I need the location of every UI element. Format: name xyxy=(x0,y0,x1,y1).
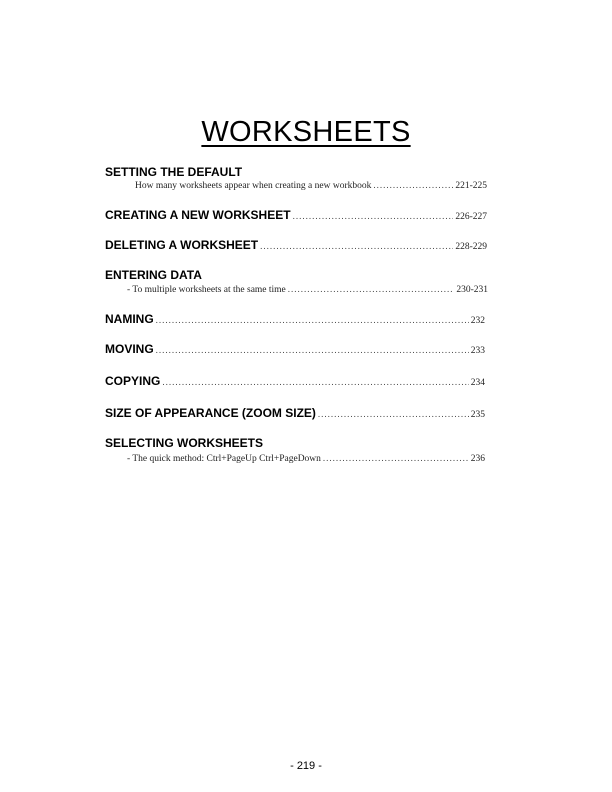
subentry-label: How many worksheets appear when creating a new workbook xyxy=(135,181,372,191)
dot-leader xyxy=(318,409,469,419)
toc-heading-selecting-worksheets xyxy=(105,436,487,452)
page-range: 228-229 xyxy=(455,242,487,252)
dot-leader xyxy=(288,284,455,294)
dot-leader xyxy=(323,453,469,463)
subentry-label: - To multiple worksheets at the same time xyxy=(127,285,286,295)
dot-leader xyxy=(156,345,469,355)
dot-leader xyxy=(260,241,453,251)
toc-heading-zoom-size xyxy=(105,406,485,422)
dot-leader xyxy=(156,315,469,325)
page-range: 234 xyxy=(470,378,485,388)
section-heading: SETTING THE DEFAULT xyxy=(105,165,243,179)
subentry-label: - The quick method: Ctrl+PageUp Ctrl+PageDown xyxy=(127,454,321,464)
section-heading: ENTERING DATA xyxy=(105,268,202,282)
toc-subentry xyxy=(135,180,487,193)
section-heading: COPYING xyxy=(105,374,161,388)
page-title-text: WORKSHEETS xyxy=(201,116,411,148)
section-heading: DELETING A WORKSHEET xyxy=(105,238,259,252)
page-range: 226-227 xyxy=(455,212,487,222)
toc-heading-entering-data xyxy=(105,268,487,284)
page-number: - 219 - xyxy=(290,760,322,772)
page-range: 235 xyxy=(470,410,485,420)
section-heading: SIZE OF APPEARANCE (ZOOM SIZE) xyxy=(105,406,316,420)
dot-leader xyxy=(162,377,468,387)
toc-heading-creating-worksheet xyxy=(105,208,487,224)
toc-heading-naming xyxy=(105,312,485,328)
toc-subentry xyxy=(127,284,488,297)
toc-heading-copying xyxy=(105,374,485,390)
page-range: 232 xyxy=(470,316,485,326)
dot-leader xyxy=(293,211,454,221)
page-range: 230-231 xyxy=(456,285,488,295)
section-heading: NAMING xyxy=(105,312,154,326)
toc-heading-setting-default xyxy=(105,165,487,181)
toc-heading-moving xyxy=(105,342,485,358)
dot-leader xyxy=(373,180,453,190)
section-heading: SELECTING WORKSHEETS xyxy=(105,436,264,450)
page-range: 236 xyxy=(470,454,485,464)
section-heading: MOVING xyxy=(105,342,154,356)
page-range: 233 xyxy=(470,346,485,356)
toc-heading-deleting-worksheet xyxy=(105,238,487,254)
page-range: 221-225 xyxy=(455,181,487,191)
toc-subentry xyxy=(127,453,485,466)
section-heading: CREATING A NEW WORKSHEET xyxy=(105,208,291,222)
